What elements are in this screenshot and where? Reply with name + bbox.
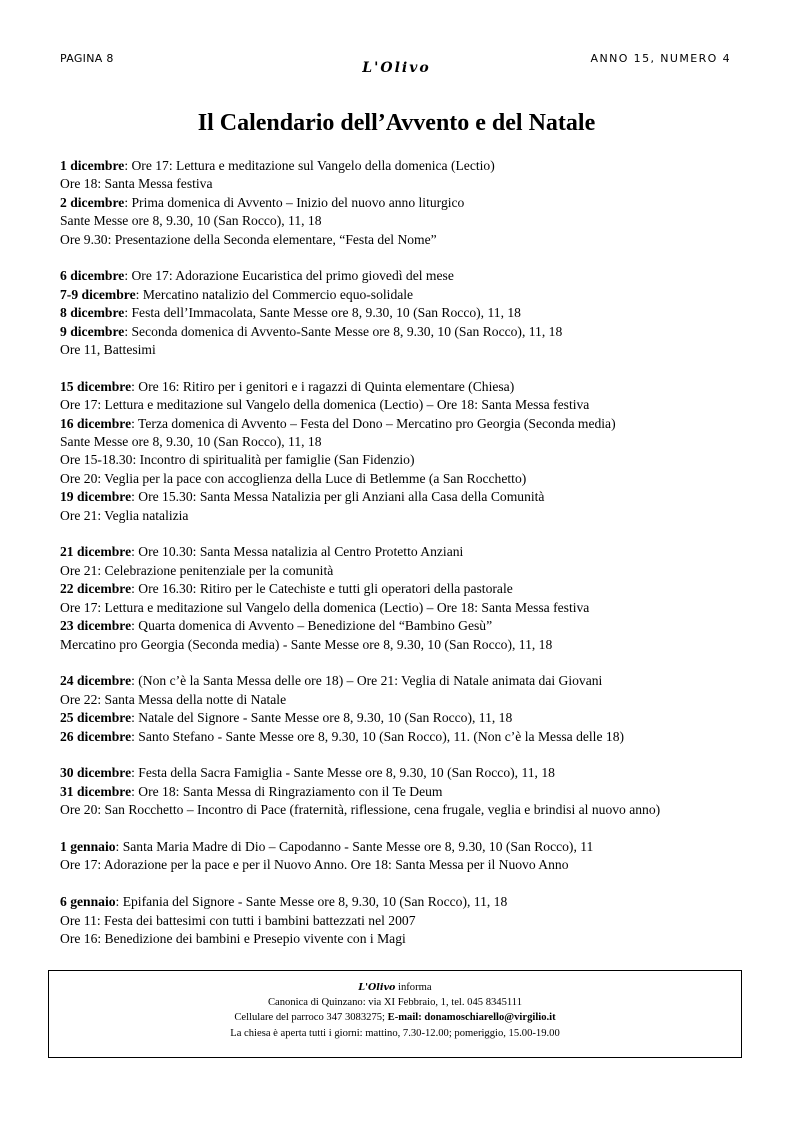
- calendar-entry: [60, 212, 740, 230]
- calendar-entry: [60, 672, 740, 690]
- calendar-text: : Quarta domenica di Avvento – Benedizione del “Bambino Gesù”: [131, 618, 493, 634]
- issue-number: ANNO 15, NUMERO 4: [590, 52, 731, 65]
- calendar-entry: [60, 783, 740, 801]
- calendar-list: [60, 157, 740, 948]
- calendar-entry: [60, 838, 740, 856]
- calendar-date: 24 dicembre: [60, 673, 132, 689]
- calendar-date: 21 dicembre: [60, 544, 132, 560]
- calendar-date: 19 dicembre: [60, 489, 132, 505]
- calendar-date: 1 dicembre: [60, 158, 125, 173]
- calendar-entry: [60, 691, 740, 709]
- calendar-text: Ore 22: Santa Messa della notte di Natale: [60, 691, 287, 707]
- calendar-text: : Ore 16.30: Ritiro per le Catechiste e tutti gli operatori della pastorale: [131, 581, 513, 597]
- calendar-text: Sante Messe ore 8, 9.30, 10 (San Rocco), 11, 18: [60, 213, 322, 229]
- calendar-entry: [60, 580, 740, 598]
- calendar-text: Ore 11: Festa dei battesimi con tutti i bambini battezzati nel 2007: [60, 912, 416, 928]
- calendar-entry: [60, 562, 740, 580]
- calendar-text: : Natale del Signore - Sante Messe ore 8, 9.30, 10 (San Rocco), 11, 18: [131, 710, 513, 726]
- calendar-spacer: [60, 820, 740, 838]
- calendar-date: 1 gennaio: [60, 838, 116, 854]
- calendar-entry: [60, 636, 740, 654]
- calendar-text: Ore 16: Benedizione dei bambini e Presepio vivente con i Magi: [60, 930, 406, 946]
- calendar-date: 30 dicembre: [60, 765, 132, 781]
- calendar-spacer: [60, 525, 740, 543]
- calendar-entry: [60, 323, 740, 341]
- calendar-date: 8 dicembre: [60, 305, 125, 321]
- calendar-text: Sante Messe ore 8, 9.30, 10 (San Rocco), 11, 18: [60, 434, 322, 450]
- calendar-text: Ore 17: Lettura e meditazione sul Vangelo della domenica (Lectio) – Ore 18: Santa Messa festiva: [60, 599, 590, 615]
- calendar-date: 6 dicembre: [60, 268, 125, 284]
- calendar-entry: [60, 764, 740, 782]
- calendar-text: : Epifania del Signore - Sante Messe ore 8, 9.30, 10 (San Rocco), 11, 18: [115, 894, 508, 910]
- calendar-entry: [60, 801, 740, 819]
- calendar-entry: [60, 304, 740, 322]
- newsletter-brand: L'Olivo: [362, 60, 431, 76]
- calendar-spacer: [60, 359, 740, 377]
- footer-brand-suffix: informa: [395, 982, 432, 993]
- calendar-entry: [60, 194, 740, 212]
- calendar-entry: [60, 415, 740, 433]
- footer-opening-hours: La chiesa è aperta tutti i giorni: mattino, 7.30-12.00; pomeriggio, 15.00-19.00: [230, 1027, 560, 1039]
- calendar-text: Ore 20: San Rocchetto – Incontro di Pace (fraternità, riflessione, cena frugale, veglia e brindisi al nuovo anno): [60, 802, 661, 818]
- calendar-date: 9 dicembre: [60, 323, 125, 339]
- calendar-entry: [60, 267, 740, 285]
- footer-brand: L'Olivo: [358, 982, 396, 993]
- footer-phone: Cellulare del parroco 347 3083275;: [234, 1012, 388, 1024]
- calendar-text: : Ore 10.30: Santa Messa natalizia al Centro Protetto Anziani: [131, 544, 464, 560]
- calendar-text: : Festa dell’Immacolata, Sante Messe ore 8, 9.30, 10 (San Rocco), 11, 18: [124, 305, 521, 321]
- footer-contact-line: [49, 1010, 741, 1025]
- calendar-text: Ore 20: Veglia per la pace con accoglienza della Luce di Betlemme (a San Rocchetto): [60, 470, 527, 486]
- calendar-text: Ore 9.30: Presentazione della Seconda elementare, “Festa del Nome”: [60, 231, 437, 247]
- calendar-entry: [60, 893, 740, 911]
- calendar-entry: [60, 231, 740, 249]
- calendar-date: 31 dicembre: [60, 783, 132, 799]
- calendar-date: 16 dicembre: [60, 415, 132, 431]
- calendar-spacer: [60, 875, 740, 893]
- footer-email[interactable]: donamoschiarello@virgilio.it: [421, 1012, 556, 1024]
- calendar-date: 25 dicembre: [60, 710, 132, 726]
- calendar-text: : Festa della Sacra Famiglia - Sante Messe ore 8, 9.30, 10 (San Rocco), 11, 18: [131, 765, 555, 781]
- calendar-text: Ore 17: Adorazione per la pace e per il Nuovo Anno. Ore 18: Santa Messa per il Nuovo Anno: [60, 857, 569, 873]
- calendar-entry: [60, 599, 740, 617]
- calendar-entry: [60, 728, 740, 746]
- calendar-text: : Santa Maria Madre di Dio – Capodanno - Sante Messe ore 8, 9.30, 10 (San Rocco), 11: [115, 838, 594, 854]
- calendar-text: : Ore 15.30: Santa Messa Natalizia per gli Anziani alla Casa della Comunità: [131, 489, 545, 505]
- footer-info-box: [48, 970, 742, 1058]
- calendar-entry: [60, 286, 740, 304]
- calendar-entry: [60, 157, 740, 175]
- calendar-entry: [60, 470, 740, 488]
- calendar-entry: [60, 617, 740, 635]
- footer-brand-line: [49, 980, 741, 995]
- calendar-text: : Terza domenica di Avvento – Festa del Dono – Mercatino pro Georgia (Seconda media): [131, 415, 616, 431]
- calendar-date: 23 dicembre: [60, 618, 132, 634]
- calendar-text: Ore 17: Lettura e meditazione sul Vangelo della domenica (Lectio) – Ore 18: Santa Messa festiva: [60, 397, 590, 413]
- calendar-spacer: [60, 746, 740, 764]
- calendar-entry: [60, 396, 740, 414]
- page-number: PAGINA 8: [60, 52, 114, 65]
- calendar-text: Ore 21: Celebrazione penitenziale per la comunità: [60, 562, 334, 578]
- calendar-entry: [60, 930, 740, 948]
- calendar-text: Ore 15-18.30: Incontro di spiritualità per famiglie (San Fidenzio): [60, 452, 415, 468]
- calendar-text: : (Non c’è la Santa Messa delle ore 18) – Ore 21: Veglia di Natale animata dai Giovani: [131, 673, 603, 689]
- calendar-text: : Ore 17: Adorazione Eucaristica del primo giovedì del mese: [124, 268, 454, 284]
- calendar-date: 22 dicembre: [60, 581, 132, 597]
- calendar-text: : Ore 16: Ritiro per i genitori e i ragazzi di Quinta elementare (Chiesa): [131, 378, 515, 394]
- calendar-entry: [60, 709, 740, 727]
- calendar-entry: [60, 543, 740, 561]
- calendar-entry: [60, 856, 740, 874]
- calendar-date: 7-9 dicembre: [60, 286, 136, 302]
- calendar-text: Ore 18: Santa Messa festiva: [60, 176, 213, 192]
- footer-email-label: E-mail:: [387, 1012, 422, 1024]
- calendar-text: Ore 21: Veglia natalizia: [60, 507, 189, 523]
- calendar-entry: [60, 451, 740, 469]
- calendar-text: : Seconda domenica di Avvento-Sante Messe ore 8, 9.30, 10 (San Rocco), 11, 18: [124, 323, 563, 339]
- calendar-text: : Santo Stefano - Sante Messe ore 8, 9.30, 10 (San Rocco), 11. (Non c’è la Messa delle 18): [131, 728, 625, 744]
- calendar-text: : Mercatino natalizio del Commercio equo-solidale: [135, 286, 414, 302]
- calendar-text: : Prima domenica di Avvento – Inizio del nuovo anno liturgico: [124, 194, 465, 210]
- calendar-text: : Ore 18: Santa Messa di Ringraziamento con il Te Deum: [131, 783, 443, 799]
- calendar-entry: [60, 378, 740, 396]
- calendar-date: 15 dicembre: [60, 378, 132, 394]
- calendar-entry: [60, 912, 740, 930]
- calendar-spacer: [60, 249, 740, 267]
- calendar-entry: [60, 488, 740, 506]
- calendar-spacer: [60, 654, 740, 672]
- page-title: Il Calendario dell’Avvento e del Natale: [197, 110, 596, 136]
- calendar-date: 2 dicembre: [60, 194, 125, 210]
- calendar-entry: [60, 341, 740, 359]
- calendar-text: : Ore 17: Lettura e meditazione sul Vangelo della domenica (Lectio): [124, 158, 495, 173]
- footer-address: Canonica di Quinzano: via XI Febbraio, 1, tel. 045 8345111: [267, 997, 522, 1009]
- calendar-text: Ore 11, Battesimi: [60, 342, 156, 358]
- calendar-date: 6 gennaio: [60, 894, 116, 910]
- calendar-entry: [60, 507, 740, 525]
- calendar-entry: [60, 175, 740, 193]
- calendar-text: Mercatino pro Georgia (Seconda media) - Sante Messe ore 8, 9.30, 10 (San Rocco), 11, 18: [60, 636, 553, 652]
- calendar-entry: [60, 433, 740, 451]
- calendar-date: 26 dicembre: [60, 728, 132, 744]
